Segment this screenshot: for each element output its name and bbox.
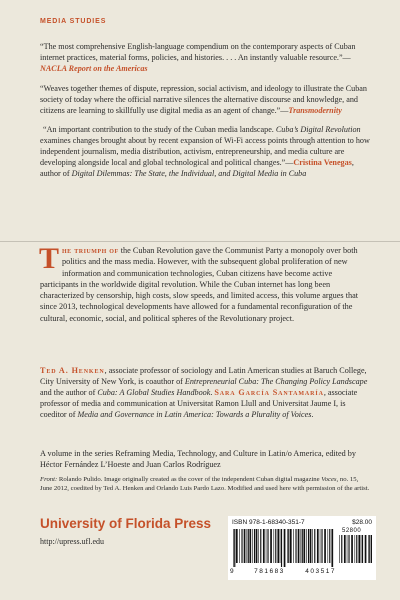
ean-barcode: [232, 529, 334, 567]
barcode-bar: [310, 529, 312, 563]
barcode-bar: [244, 529, 246, 563]
barcode-bar: [324, 529, 326, 563]
barcode-bar: [247, 529, 248, 563]
ean-group-1: 781683: [254, 568, 285, 575]
addon-digits: 52800: [342, 528, 362, 534]
blurb-3-source-book: Digital Dilemmas: The State, the Individual, and Digital Media in Cuba: [71, 169, 307, 179]
barcode-bar: [303, 529, 305, 563]
barcode-bar: [320, 529, 321, 563]
barcode-bar: [236, 529, 238, 563]
barcode-bar: [266, 529, 267, 563]
book-description: [39, 242, 370, 324]
addon-barcode: [338, 535, 372, 567]
barcode-bar: [362, 535, 363, 563]
barcode-bar: [275, 529, 276, 563]
category-label: MEDIA STUDIES: [40, 18, 107, 25]
blurb-3: [40, 125, 372, 180]
barcode-bar: [339, 535, 340, 563]
barcode-bar: [356, 535, 357, 563]
blurbs-section: [40, 42, 372, 189]
barcode-bar: [256, 529, 258, 563]
barcode-bar: [274, 529, 275, 563]
author-bios: [40, 365, 370, 420]
garcia-bio-a: , associate professor of media and communication at Universitat Ramon Llull and Universitat Jaume I, is coeditor of: [40, 388, 358, 419]
isbn-line: [232, 519, 372, 526]
blurb-1-source: NACLA Report on the Americas: [40, 63, 148, 73]
barcode-bar: [293, 529, 294, 563]
cover-credit: [40, 475, 370, 494]
barcode-bar: [371, 535, 372, 563]
barcode-bar: [328, 529, 329, 563]
barcode-bar: [280, 529, 281, 563]
barcode-bar: [233, 529, 234, 567]
series-note: A volume in the series Reframing Media, Technology, and Culture in Latin/o America, edited by Héctor Fernández L’Hoeste and Juan Carlos Rodríguez: [40, 449, 356, 469]
barcode-bar: [321, 529, 322, 563]
barcode-bar: [241, 529, 242, 563]
barcode-bar: [281, 529, 282, 567]
barcode-bar: [329, 529, 330, 563]
blurb-1-text: “The most comprehensive English-language compendium on the contemporary aspects of Cuban internet practices, material forms, policies, and histories. . . . An instantly valuable resource.”—: [40, 42, 356, 62]
henken-book-2: Cuba: A Global Studies Handbook: [97, 388, 211, 397]
garcia-name: Sara García Santamaría: [214, 388, 324, 397]
garcia-book: Media and Governance in Latin America: Towards a Plurality of Voices: [77, 410, 312, 419]
ean-group-2: 403517: [305, 568, 336, 575]
henken-bio-b: and the author of: [40, 388, 98, 397]
blurb-3-source: Cristina Venegas: [293, 158, 352, 168]
barcode-bar: [239, 529, 240, 563]
barcode-bar: [287, 529, 288, 563]
blurb-2-text: “Weaves together themes of dispute, repression, social activism, and ideology to illustrate the Cuban society of today where the official narrative silences the alternative discourse and knowledge, and citizens are learning to skillfully use digital media as an agent of change.”—: [40, 83, 367, 115]
barcode-bar: [252, 529, 253, 563]
price: $28.00: [352, 519, 372, 526]
barcode-bar: [260, 529, 261, 563]
barcode-bar: [368, 535, 369, 563]
blurb-3-title: Cuba’s Digital Revolution: [275, 125, 361, 135]
drop-cap: T: [39, 242, 60, 275]
barcode-bar: [358, 535, 360, 563]
description-body: the Cuban Revolution gave the Communist Party a monopoly over both politics and the mass media. However, with the subsequent global proliferation of new information and communication technologies, Cuban citizens have become active participants in the worldwide digital revolution. While the Cuban internet has long been characterized by censorship, high costs, slow speeds, and limited access, this volume argues that since 2013, technological developments have allowed for a fundamental reconfiguration of the cultural, economic, social, and political spheres of the Revolutionary project.: [40, 246, 359, 323]
blurb-1: [40, 42, 372, 75]
garcia-bio-end: .: [311, 410, 314, 419]
blurb-2: [40, 84, 372, 117]
blurb-3-source-role: , author of: [40, 158, 354, 179]
credit-magazine: Voces: [321, 476, 337, 483]
barcode-bar: [308, 529, 309, 563]
barcode-bar: [284, 529, 286, 567]
henken-bio-a: , associate professor of sociology and Latin American studies at Baruch College, City University of New York, is coauthor of: [40, 366, 367, 386]
isbn-number: ISBN 978-1-68340-351-7: [232, 519, 305, 526]
barcode-bar: [355, 535, 356, 563]
barcode-bar: [263, 529, 265, 563]
blurb-2-source: Transmodernity: [288, 105, 342, 115]
barcode-bar: [254, 529, 255, 563]
barcode-bar: [290, 529, 292, 563]
barcode-bar: [248, 529, 249, 563]
barcode-bar: [249, 529, 251, 563]
barcode-bar: [295, 529, 296, 563]
barcode-bar: [341, 535, 342, 563]
barcode-bar: [270, 529, 272, 563]
barcode-bar: [361, 535, 362, 563]
barcode-bar: [344, 535, 346, 563]
section-divider: [0, 241, 400, 242]
barcode-bar: [288, 529, 289, 563]
barcode-bar: [351, 535, 353, 563]
barcode-bar: [267, 529, 268, 563]
barcode-bar: [258, 529, 259, 563]
barcode-bar: [234, 529, 235, 567]
barcode-bar: [298, 529, 300, 563]
publisher-name: University of Florida Press: [40, 516, 212, 531]
barcode-bar: [369, 535, 370, 563]
henken-bio-end: .: [210, 388, 213, 397]
henken-name: Ted A. Henken: [40, 366, 105, 375]
blurb-3-text-b: examines changes brought about by recent expansion of Wi-Fi access points through attention to how independent journalism, media distribution, activism, entrepreneurship, and media culture are developing alongside local and global technological and political changes.”—: [40, 136, 370, 168]
barcode-bar: [277, 529, 279, 563]
ean-first-digit: 9: [230, 568, 234, 575]
barcode-bar: [302, 529, 303, 563]
barcode-bar: [331, 529, 333, 567]
barcode-bar: [317, 529, 319, 563]
credit-text-b: , no. 15, June 2012, coedited by Ted A. Henken and Orlando Luis Pardo Lazo. Modified and used here with permission of the artist.: [40, 476, 370, 493]
barcode-bar: [301, 529, 302, 563]
barcode-bar: [365, 535, 367, 563]
barcode-bar: [306, 529, 307, 563]
barcode-bar: [314, 529, 315, 563]
henken-book-1: Entrepreneurial Cuba: The Changing Policy Landscape: [184, 377, 368, 386]
publisher-url[interactable]: http://upress.ufl.edu: [40, 537, 104, 546]
ean-digits: [230, 568, 336, 575]
description-lead: he triumph of: [62, 246, 119, 255]
credit-label: Front:: [40, 476, 58, 483]
barcode-box: [228, 516, 376, 580]
barcode-bar: [348, 535, 349, 563]
barcode-bar: [347, 535, 348, 563]
blurb-3-text-a: “An important contribution to the study of the Cuban media landscape.: [43, 125, 276, 135]
credit-text-a: Rolando Pulido. Image originally created as the cover of the independent Cuban digital magazine: [57, 476, 322, 483]
barcode-bar: [312, 529, 313, 563]
